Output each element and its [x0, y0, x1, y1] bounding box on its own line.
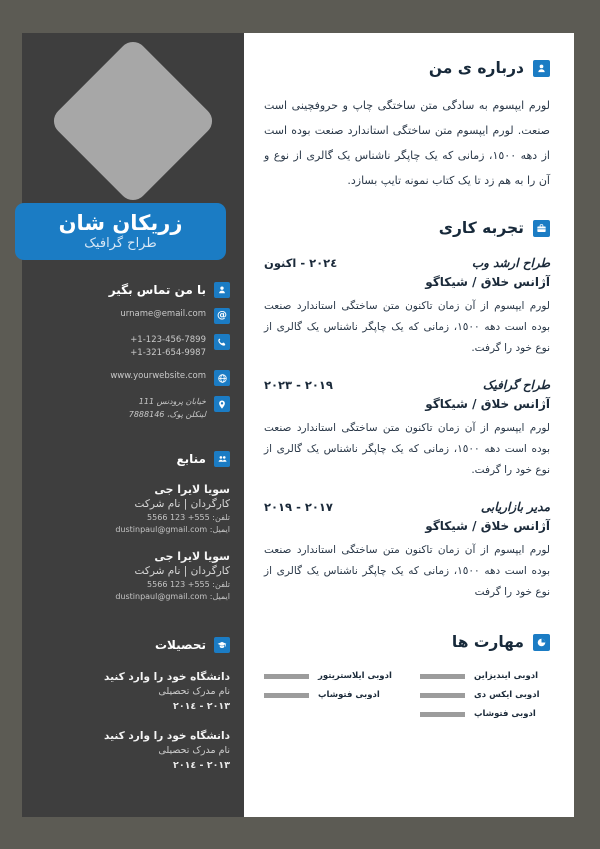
briefcase-icon: [533, 220, 550, 237]
skill-item: [264, 671, 394, 681]
name-banner: [15, 203, 226, 260]
skill-bar: [264, 674, 309, 679]
education-heading: تحصیلات: [154, 637, 206, 652]
skill-label: ادوبی ایلاستریتور: [318, 671, 392, 681]
experience-header: [264, 219, 550, 237]
profile-photo-placeholder: [48, 36, 218, 206]
person-icon: [533, 60, 550, 77]
contact-section: [22, 282, 244, 421]
globe-icon: [214, 370, 230, 386]
skill-item: [264, 690, 394, 700]
job-description: لورم ایپسوم از آن زمان تاکنون متن ساختگی استاندارد صنعت بوده است دهه ١٥٠٠، زمانی که یک چاپگر ناشناس یک گالری از نوع خود را گرفت.: [264, 300, 551, 354]
skills-grid: [264, 671, 550, 719]
reference-role: کارگردان | نام شرکت: [134, 497, 230, 510]
skill-bar: [420, 674, 465, 679]
education-dates: ٢٠١٣ - ٢٠١٤: [173, 700, 230, 712]
skill-item: [420, 671, 550, 681]
education-degree: نام مدرک تحصیلی: [158, 744, 230, 756]
contact-website-value: www.yourwebsite.com: [110, 371, 206, 382]
contact-header: [36, 282, 230, 298]
about-header: [264, 59, 550, 77]
education-item: [36, 730, 230, 771]
contact-phone-2: +1-321-654-9987: [130, 348, 206, 359]
education-header: [36, 637, 230, 653]
experience-section: [264, 219, 550, 603]
job-title: طراح ارشد وب: [471, 256, 550, 270]
about-section: [264, 59, 550, 193]
reference-phone: تلفن: 5566 123 +555: [147, 512, 230, 522]
graduation-cap-icon: [214, 637, 230, 653]
experience-heading: تجربه کاری: [438, 219, 524, 237]
skill-label: ادوبی فتوشاپ: [474, 709, 536, 719]
contact-card-icon: [214, 282, 230, 298]
contact-phone-item: [36, 334, 230, 360]
contact-address-line1: خیابان پرودنس 111: [138, 397, 206, 407]
job-entry: [264, 378, 550, 481]
reference-email: ایمیل: dustinpaul@gmail.com: [115, 591, 230, 601]
contact-email-item: [36, 308, 230, 324]
job-dates: ٢٠٢٤ - اکنون: [264, 256, 338, 270]
reference-item: [36, 550, 230, 601]
resume-page: [22, 33, 574, 817]
skill-bar: [420, 693, 465, 698]
contact-heading: با من تماس بگیر: [108, 282, 206, 297]
references-header: [36, 451, 230, 467]
education-item: [36, 671, 230, 712]
phone-icon: [214, 334, 230, 350]
education-section: [22, 637, 244, 771]
job-title: طراح گرافیک: [482, 378, 550, 392]
contact-address-line2: لینکلن پوک، 7888146: [128, 409, 206, 419]
skill-label: ادوبی ایندیزاین: [474, 671, 539, 681]
skill-item: [420, 709, 550, 719]
job-description: لورم ایپسوم از آن زمان تاکنون متن ساختگی استاندارد صنعت بوده است دهه ١٥٠٠، زمانی که یک چاپگر ناشناس یک گالری از نوع خود را گرفت.: [264, 422, 551, 476]
reference-name: سویا لایرا جی: [154, 549, 230, 563]
job-dates: ٢٠١٩ - ٢٠٢٣: [264, 378, 333, 392]
job-company: آژانس خلاق / شیکاگو: [425, 275, 550, 289]
person-job-title: طراح گرافیک: [84, 236, 157, 252]
skill-bar: [264, 693, 309, 698]
job-title: مدیر بازاریابی: [480, 500, 550, 514]
pie-chart-icon: [533, 634, 550, 651]
education-dates: ٢٠١٣ - ٢٠١٤: [173, 759, 230, 771]
about-text: لورم ایپسوم به سادگی متن ساختگی چاپ و حروفچینی است صنعت. لورم ایپسوم متن ساختگی استاندارد صنعت بوده است از دهه ١٥٠٠، زمانی که یک چاپگر ناشناس یک گالری از نوع و آن را به هم زد تا یک کتاب نمونه تایپ بسازد.: [264, 99, 550, 187]
at-icon: @: [214, 308, 230, 324]
skill-label: ادوبی فتوشاپ: [318, 690, 380, 700]
sidebar: [22, 33, 244, 817]
reference-email: ایمیل: dustinpaul@gmail.com: [115, 524, 230, 534]
contact-website-item: [36, 370, 230, 386]
reference-name: سویا لایرا جی: [154, 482, 230, 496]
reference-phone: تلفن: 5566 123 +555: [147, 579, 230, 589]
job-company: آژانس خلاق / شیکاگو: [425, 519, 550, 533]
people-icon: [214, 451, 230, 467]
skills-header: [264, 633, 550, 651]
skills-section: [264, 633, 550, 719]
main-content: [244, 33, 574, 817]
contact-email-value: urname@email.com: [120, 308, 206, 319]
skill-bar: [420, 712, 465, 717]
photo-area: [22, 33, 244, 203]
skill-label: ادوبی ایکس دی: [474, 690, 540, 700]
skills-heading: مهارت ها: [451, 633, 524, 651]
reference-item: [36, 483, 230, 534]
references-heading: منابع: [176, 451, 206, 466]
skill-item: [420, 690, 550, 700]
education-degree: نام مدرک تحصیلی: [158, 685, 230, 697]
location-pin-icon: [214, 396, 230, 412]
about-heading: درباره ی من: [428, 59, 524, 77]
job-dates: ٢٠١٧ - ٢٠١٩: [264, 500, 333, 514]
job-entry: [264, 256, 550, 359]
contact-phone-1: +1-123-456-7899: [130, 334, 206, 345]
references-section: [22, 451, 244, 601]
education-school: دانشگاه خود را وارد کنید: [104, 729, 230, 742]
job-entry: [264, 500, 550, 603]
job-description: لورم ایپسوم از آن زمان تاکنون متن ساختگی استاندارد صنعت بوده است دهه ١٥٠٠، زمانی که یک چاپگر ناشناس یک گالری از نوع خود را گرفت: [264, 544, 551, 598]
person-name: زریکان شان: [58, 211, 183, 235]
reference-role: کارگردان | نام شرکت: [134, 564, 230, 577]
job-company: آژانس خلاق / شیکاگو: [425, 397, 550, 411]
contact-address-item: [36, 396, 230, 421]
education-school: دانشگاه خود را وارد کنید: [104, 670, 230, 683]
